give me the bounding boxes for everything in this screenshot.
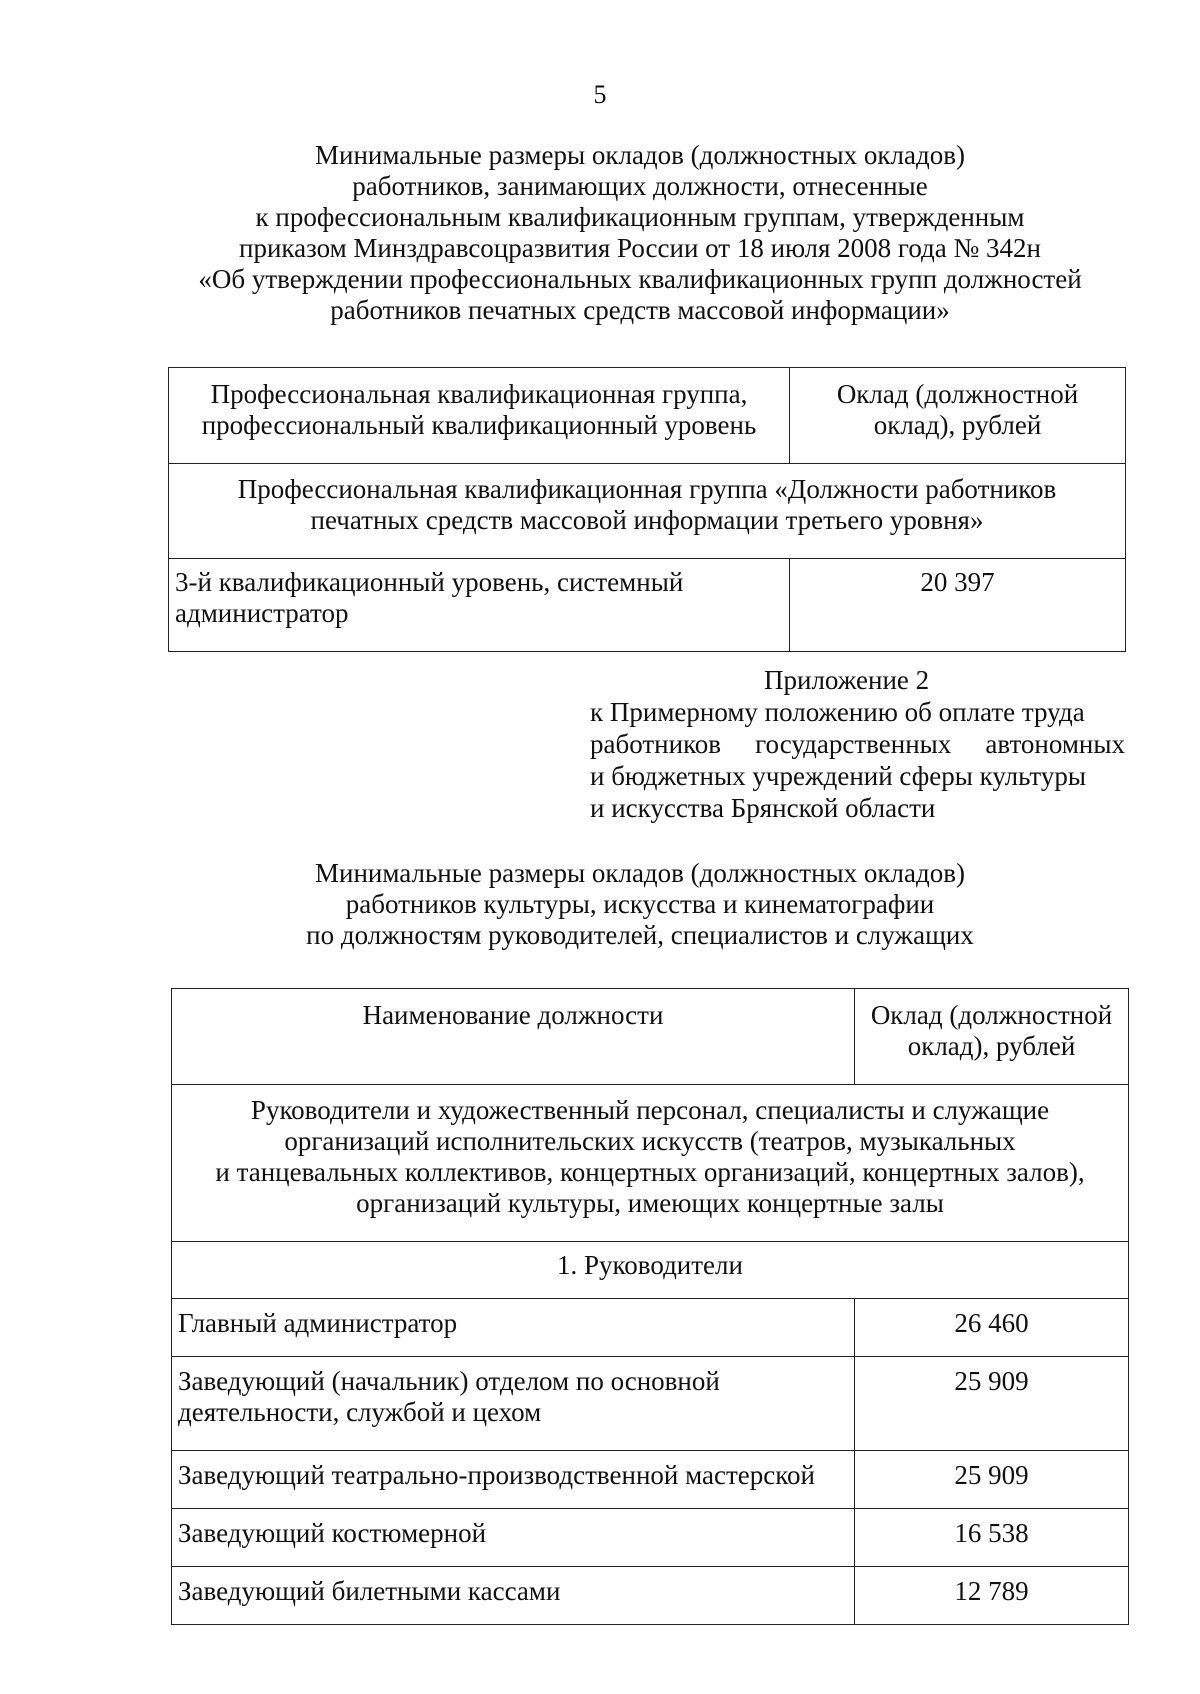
appendix-block [590, 664, 1125, 824]
header-line: Профессиональная квалификационная группа, [210, 379, 748, 409]
appendix-line: работников государственных автономных [590, 729, 1125, 759]
header-cell-group-level [169, 368, 790, 464]
table-header-row [169, 368, 1126, 464]
salary-cell: 25 909 [855, 1357, 1129, 1451]
position-line: администратор [175, 598, 349, 628]
salary-cell: 26 460 [855, 1299, 1129, 1357]
table-row [172, 1357, 1129, 1451]
appendix-line: к Примерному положению об оплате труда [590, 697, 1085, 727]
heading-line: приказом Минздравсоцразвития России от 18 июля 2008 года № 342н [239, 233, 1041, 263]
position-cell [172, 1357, 855, 1451]
heading-line: Минимальные размеры окладов (должностных окладов) [315, 858, 965, 888]
salary-cell: 16 538 [855, 1509, 1129, 1567]
table-row [169, 559, 1126, 652]
position-line: деятельности, службой и цехом [178, 1397, 542, 1427]
heading-line: работников культуры, искусства и кинематографии [345, 889, 935, 919]
header-line: Оклад (должностной [836, 379, 1079, 409]
appendix-line: и искусства Брянской области [590, 793, 936, 823]
table-group-row [172, 1085, 1129, 1242]
group-line: и танцевальных коллективов, концертных организаций, концертных залов), [215, 1157, 1085, 1187]
appendix-title: Приложение 2 [764, 665, 930, 695]
position-cell: Заведующий театрально-производственной мастерской [172, 1451, 855, 1509]
group-line: печатных средств массовой информации третьего уровня» [310, 505, 984, 535]
salary-table-culture [171, 988, 1129, 1625]
heading-line: Минимальные размеры окладов (должностных окладов) [315, 140, 965, 170]
salary-table-print-media [168, 367, 1126, 652]
table-row [172, 1299, 1129, 1357]
heading-line: «Об утверждении профессиональных квалификационных групп должностей [198, 264, 1082, 294]
appendix-line: и бюджетных учреждений сферы культуры [590, 761, 1087, 791]
group-line: Профессиональная квалификационная группа «Должности работников [237, 474, 1057, 504]
salary-cell: 20 397 [790, 559, 1126, 652]
table-row [172, 1451, 1129, 1509]
subgroup-cell: 1. Руководители [172, 1242, 1129, 1299]
heading-line: работников, занимающих должности, отнесенные [352, 171, 928, 201]
group-cell [172, 1085, 1129, 1242]
group-line: организаций исполнительских искусств (театров, музыкальных [284, 1126, 1016, 1156]
position-line: 3-й квалификационный уровень, системный [175, 567, 684, 597]
position-line: Заведующий (начальник) отделом по основной [178, 1366, 720, 1396]
position-cell [169, 559, 790, 652]
salary-cell: 25 909 [855, 1451, 1129, 1509]
position-cell: Заведующий костюмерной [172, 1509, 855, 1567]
table-row [172, 1509, 1129, 1567]
group-line: Руководители и художественный персонал, специалисты и служащие [250, 1095, 1050, 1125]
table-group-row [169, 464, 1126, 559]
heading-line: по должностям руководителей, специалистов и служащих [306, 920, 974, 950]
header-line: Оклад (должностной [870, 1000, 1113, 1030]
table-header-row [172, 989, 1129, 1085]
header-line: оклад), рублей [873, 410, 1042, 440]
salary-cell: 12 789 [855, 1567, 1129, 1625]
header-cell-position: Наименование должности [172, 989, 855, 1085]
header-cell-salary [855, 989, 1129, 1085]
heading-line: работников печатных средств массовой информации» [330, 295, 950, 325]
section1-heading [140, 140, 1140, 326]
position-cell: Главный администратор [172, 1299, 855, 1357]
page-number: 5 [593, 80, 607, 109]
header-line: оклад), рублей [907, 1031, 1076, 1061]
section2-heading [140, 858, 1140, 951]
group-cell [169, 464, 1126, 559]
position-cell: Заведующий билетными кассами [172, 1567, 855, 1625]
group-line: организаций культуры, имеющих концертные залы [356, 1188, 944, 1218]
header-line: профессиональный квалификационный уровень [201, 410, 757, 440]
header-cell-salary [790, 368, 1126, 464]
table-row [172, 1567, 1129, 1625]
heading-line: к профессиональным квалификационным группам, утвержденным [255, 202, 1025, 232]
table-subgroup-row [172, 1242, 1129, 1299]
